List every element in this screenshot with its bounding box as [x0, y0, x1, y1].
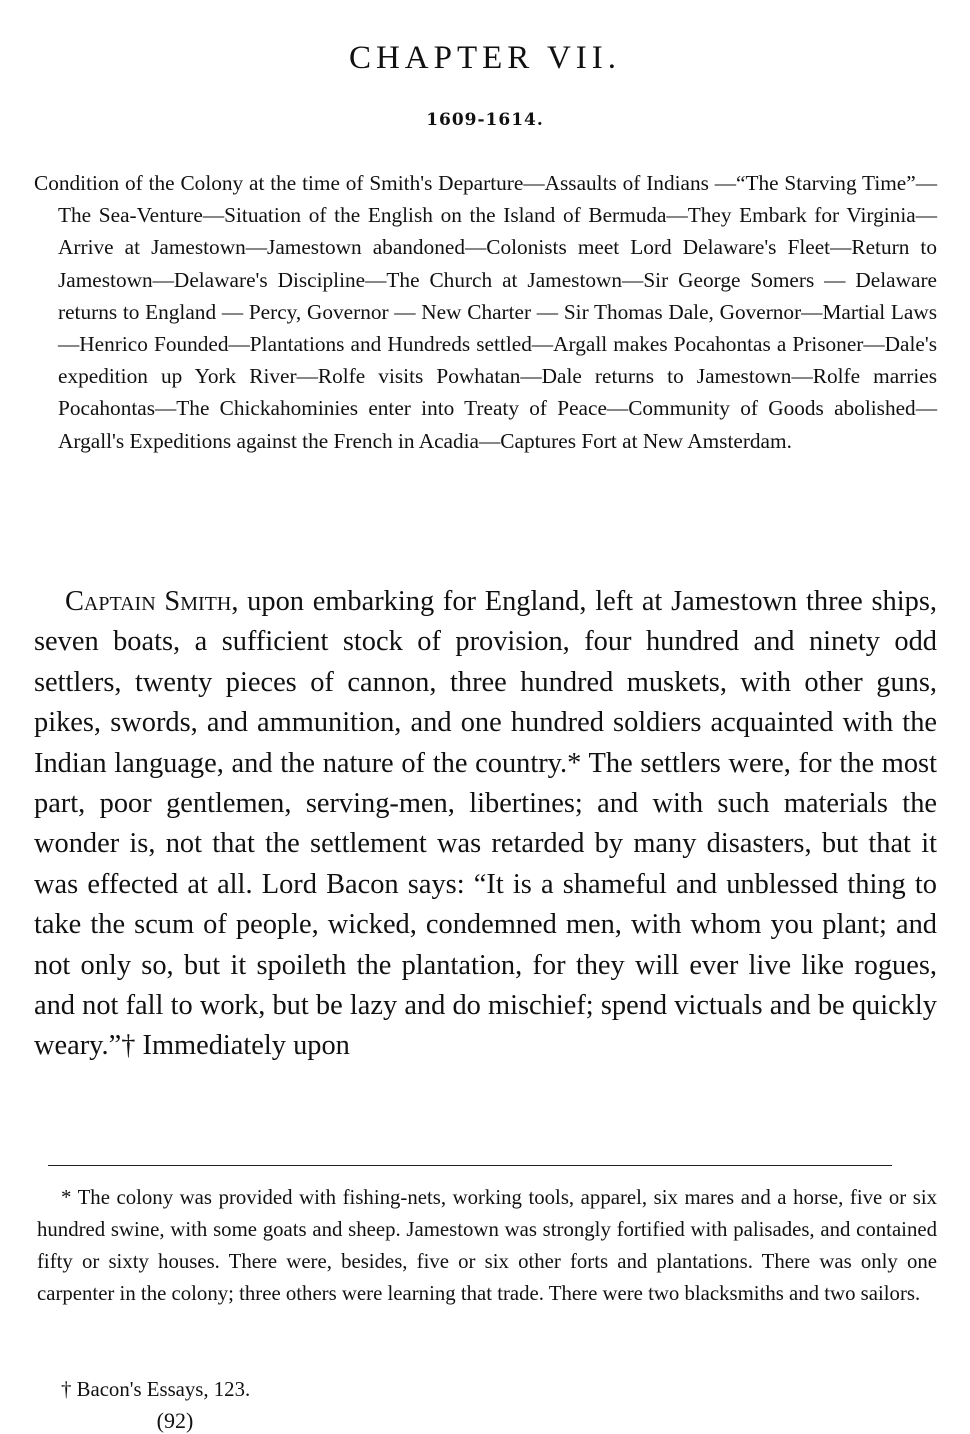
chapter-years: 1609-1614. [426, 110, 544, 130]
footnote-dagger: † Bacon's Essays, 123. [61, 1378, 251, 1401]
chapter-title: CHAPTER VII. [348, 40, 622, 76]
page-number: (92) [156, 1408, 194, 1433]
body-lead-words: Captain Smith, [65, 586, 239, 617]
chapter-summary: Condition of the Colony at the time of Smith's Departure—Assaults of Indians —“The Starving Time”—The Sea-Venture—Situation of the English on the Island of Bermuda—They Embark for Virginia—Arrive at Jamestown—Jamestown abandoned—Colonists meet Lord Delaware's Fleet—Return to Jamestown—Delaware's Discipline—The Church at Jamestown—Sir George Somers — Delaware returns to England — Percy, Governor — New Charter — Sir Thomas Dale, Governor—Martial Laws—Henrico Founded—Plantations and Hundreds settled—Argall makes Pocahontas a Prisoner—Dale's expedition up York River—Rolfe visits Powhatan—Dale returns to Jamestown—Rolfe marries Pocahontas—The Chickahominies enter into Treaty of Peace—Community of Goods abolished—Argall's Expeditions against the French in Acadia—Captures Fort at New Amsterdam. [34, 171, 937, 453]
body-text: upon embarking for England, left at Jamestown three ships, seven boats, a sufficient stock of provision, four hundred and ninety odd settlers, twenty pieces of cannon, three hundred muskets, with other guns, pikes, swords, and ammunition, and one hundred soldiers acquainted with the Indian language, and the nature of the country.* The settlers were, for the most part, poor gentlemen, serving-men, libertines; and with such materials the wonder is, not that the settlement was retarded by many disasters, but that it was effected at all. Lord Bacon says: “It is a shameful and unblessed thing to take the scum of people, wicked, condemned men, with whom you plant; and not only so, but it spoileth the plantation, for they will ever live like rogues, and not fall to work, but be lazy and do mischief; spend victuals and be quickly weary.”† Immediately upon [34, 586, 937, 1062]
footnote-asterisk: * The colony was provided with fishing-nets, working tools, apparel, six mares and a horse, five or six hundred swine, with some goats and sheep. Jamestown was strongly fortified with palisades, and contained fifty or sixty houses. There were, besides, five or six other forts and plantations. There was only one carpenter in the colony; three others were learning that trade. There were two blacksmiths and two sailors. [37, 1186, 937, 1305]
body-paragraph [34, 582, 937, 1067]
footnote-divider [48, 1165, 892, 1166]
